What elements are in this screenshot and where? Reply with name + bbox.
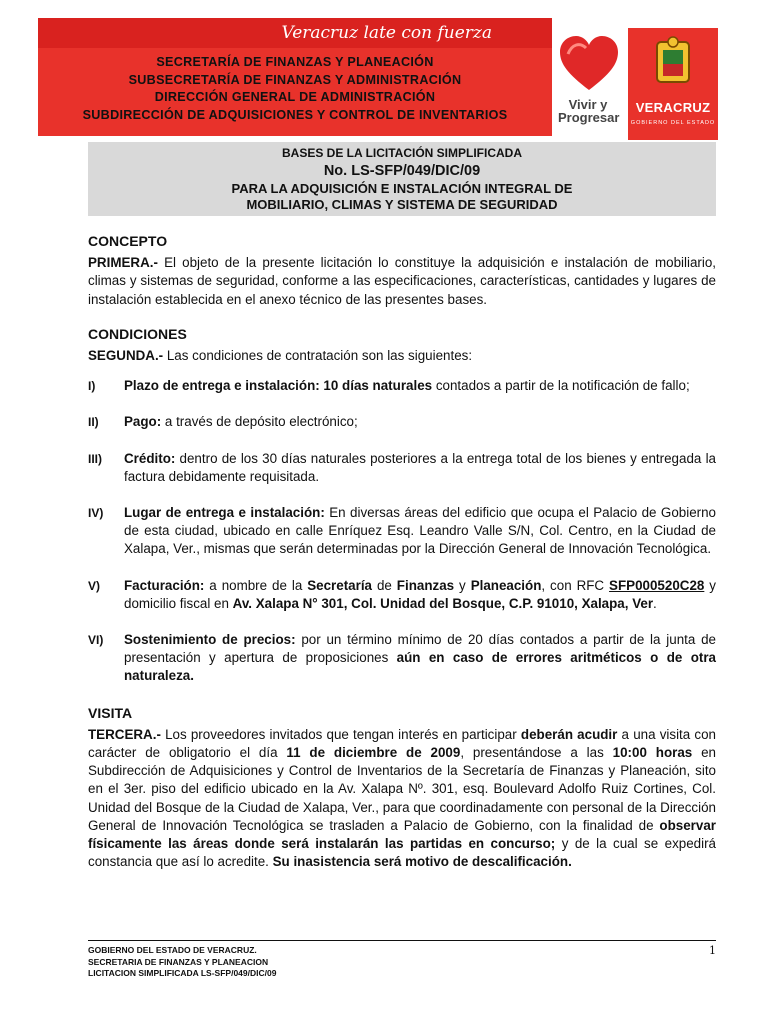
clause-bold: observar físicamente las áreas donde será instalarán las partidas en concurso; (88, 817, 716, 852)
list-item-text: dentro de los 30 días naturales posteriores a la entrega total de los bienes y entregada la factura debidamente requisitada. (124, 450, 716, 484)
list-item-number: VI) (88, 633, 104, 648)
title-line-1: BASES DE LA LICITACIÓN SIMPLIFICADA (282, 146, 522, 160)
list-item-text: a nombre de la (204, 577, 308, 593)
page-number: 1 (709, 944, 716, 957)
section-concepto (88, 232, 716, 309)
veracruz-logo-subtext: GOBIERNO DEL ESTADO (630, 120, 716, 126)
list-item-text: . (653, 595, 657, 611)
list-item-text: En diversas áreas del edificio que ocupa el Palacio de Gobierno de esta ciudad, ubicado en calle Enríquez Esq. Leandro Valle S/N, Col. Centro, en la Ciudad de Xalapa, Ver., mismas que serán determinadas por la Dirección General de Innovación Tecnológica. (124, 505, 717, 557)
vivir-y-progresar-logo (558, 28, 634, 136)
list-item-text: de (372, 577, 397, 593)
clause-text: Las condiciones de contratación son las siguientes: (163, 348, 473, 364)
clause-bold: deberán acudir (520, 726, 618, 742)
list-item (88, 577, 716, 613)
vivir-logo-text: Vivir y Progresar (558, 97, 620, 125)
list-item-number: V) (88, 578, 100, 593)
clause-text: Los proveedores invitados que tengan interés en participar (160, 726, 521, 742)
document-body (88, 232, 716, 887)
coat-of-arms-icon (653, 36, 693, 92)
list-item-bold: Sostenimiento de precios: (124, 632, 296, 648)
list-item-bold: Planeación (470, 577, 542, 593)
list-item-bold: Secretaría (307, 577, 373, 593)
clause-bold: 11 de diciembre de 2009 (286, 745, 461, 761)
page-footer (88, 940, 716, 980)
conditions-list (88, 377, 716, 685)
footer-line: SECRETARIA DE FINANZAS Y PLANEACION (88, 956, 269, 967)
list-item-bold: Crédito: (124, 450, 176, 466)
clause-primera (88, 254, 716, 309)
clause-text: El objeto de la presente licitación lo constituye la adquisición e instalación de mobiliario, climas y sistemas de seguridad, conforme a las especificaciones, características, cantidades y lugares de instalación establecida en el anexo técnico de las presentes bases. (88, 255, 716, 307)
list-item-number: IV) (88, 506, 104, 521)
title-line-2: No. LS-SFP/049/DIC/09 (323, 163, 481, 179)
list-item-bold: Av. Xalapa N° 301, Col. Unidad del Bosque, C.P. 91010, Xalapa, Ver (232, 595, 654, 611)
veracruz-logo (628, 28, 718, 140)
letterhead-tagline: Veracruz late con fuerza (38, 18, 552, 48)
heart-icon (558, 34, 620, 94)
list-item-bold: Facturación: (124, 577, 205, 593)
list-item-bold: Plazo de entrega e instalación: 10 días naturales (124, 378, 433, 394)
list-item-text: y (454, 577, 471, 593)
clause-lead: TERCERA.- (88, 726, 161, 742)
list-item (88, 450, 716, 486)
letterhead-line: SUBDIRECCIÓN DE ADQUISICIONES Y CONTROL DE INVENTARIOS (82, 107, 508, 122)
letterhead (38, 18, 738, 136)
footer-line: GOBIERNO DEL ESTADO DE VERACRUZ. (88, 945, 257, 955)
list-item-text: a través de depósito electrónico; (161, 414, 358, 430)
section-heading: CONCEPTO (88, 233, 168, 249)
section-heading: VISITA (88, 704, 133, 721)
title-line-3: PARA LA ADQUISICIÓN E INSTALACIÓN INTEGRAL DE (231, 181, 573, 196)
clause-lead: SEGUNDA.- (88, 348, 164, 364)
list-item (88, 631, 716, 686)
title-line-4: MOBILIARIO, CLIMAS Y SISTEMA DE SEGURIDAD (246, 197, 558, 212)
clause-text: y de la cual se expedirá constancia que así lo acredite. (88, 836, 716, 870)
letterhead-dependencies (38, 54, 552, 124)
clause-text: a una visita con carácter de obligatorio el día (88, 726, 716, 761)
clause-bold: Su inasistencia será motivo de descalificación. (272, 854, 572, 870)
letterhead-line: DIRECCIÓN GENERAL DE ADMINISTRACIÓN (154, 90, 436, 104)
clause-text: en Subdirección de Adquisiciones y Control de Inventarios de la Secretaría de Finanzas y Planeación, sito en el 3er. piso del edificio ubicado en la Av. Xalapa Nº. 301, esq. Boulevard Adolfo Ruiz Cortines, Col. Unidad del Bosque de la Ciudad de Xalapa, Ver., para que coordinadamente con personal de la Dirección General de Innovación Tecnológica se trasladen a Palacio de Gobierno, con la finalidad de (88, 745, 716, 833)
clause-lead: PRIMERA.- (88, 255, 158, 271)
list-item-text: por un término mínimo de 20 días contados a partir de la junta de presentación y apertura de proposiciones (124, 632, 716, 666)
document-title-box (88, 142, 716, 216)
list-item-bold: Pago: (124, 414, 162, 430)
list-item-number: II) (88, 415, 99, 430)
clause-text: , presentándose a las (460, 745, 613, 761)
letterhead-line: SUBSECRETARÍA DE FINANZAS Y ADMINISTRACIÓN (128, 72, 462, 87)
list-item-number: III) (88, 451, 102, 466)
clause-bold: 10:00 horas (612, 745, 693, 761)
list-item (88, 413, 716, 431)
veracruz-logo-text: VERACRUZ (635, 100, 711, 115)
footer-line: LICITACION SIMPLIFICADA LS-SFP/049/DIC/09 (88, 968, 277, 978)
clause-segunda (88, 347, 716, 365)
list-item-bold: aún en caso de errores aritméticos o de otra naturaleza. (124, 650, 716, 684)
list-item (88, 504, 716, 559)
clause-tercera (88, 726, 716, 872)
list-item-text: y domicilio fiscal en (124, 577, 716, 611)
list-item-number: I) (88, 379, 96, 394)
section-condiciones (88, 325, 716, 686)
rfc-value: SFP000520C28 (609, 577, 705, 593)
letterhead-line: SECRETARÍA DE FINANZAS Y PLANEACIÓN (156, 55, 434, 69)
section-heading: CONDICIONES (88, 325, 187, 342)
list-item (88, 377, 716, 395)
list-item-text: contados a partir de la notificación de fallo; (432, 378, 690, 394)
section-visita (88, 704, 716, 872)
list-item-bold: Lugar de entrega e instalación: (124, 505, 325, 521)
list-item-text: , con RFC (541, 577, 610, 593)
list-item-bold: Finanzas (396, 577, 455, 593)
